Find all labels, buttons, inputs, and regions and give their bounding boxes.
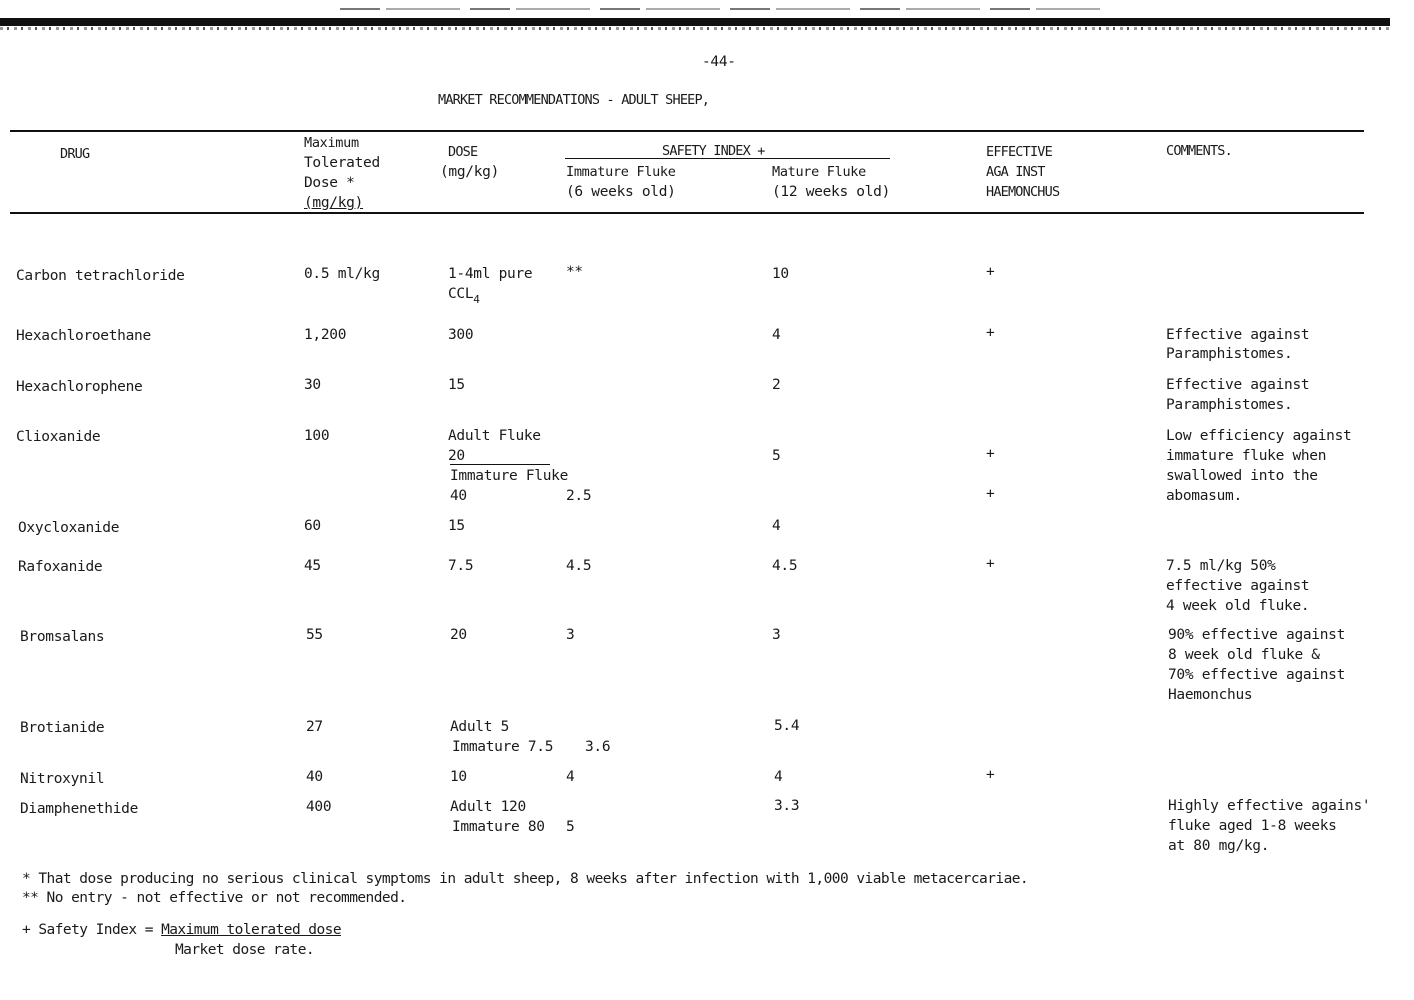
- immature-value: 5: [566, 819, 575, 835]
- dose-value: 40: [450, 488, 467, 504]
- comment-line: immature fluke when: [1166, 448, 1327, 464]
- header-dose: DOSE: [448, 144, 478, 160]
- mature-value: 4.5: [772, 558, 798, 574]
- comment-line: effective against: [1166, 578, 1310, 594]
- dose-value: 10: [450, 769, 467, 785]
- mature-value: 5: [772, 448, 781, 464]
- immature-value: 3: [566, 627, 575, 643]
- mtd-value: 60: [304, 518, 321, 534]
- mature-value: 3: [772, 627, 781, 643]
- header-comments: COMMENTS.: [1166, 143, 1232, 159]
- comment-line: Highly effective agains': [1168, 798, 1371, 814]
- haemonchus-value: +: [986, 264, 995, 280]
- header-immature: Immature Fluke: [566, 164, 676, 180]
- comment-line: 7.5 ml/kg 50%: [1166, 558, 1276, 574]
- dose-value: Adult 5: [450, 719, 510, 735]
- mtd-value: 27: [306, 719, 323, 735]
- drug-name: Diamphenethide: [20, 801, 139, 817]
- header-effective: AGA INST: [986, 164, 1045, 180]
- header-effective: EFFECTIVE: [986, 144, 1052, 160]
- drug-name: Oxycloxanide: [18, 520, 120, 536]
- header-safety-index: SAFETY INDEX +: [662, 143, 765, 159]
- dose-value: Adult 120: [450, 799, 526, 815]
- mtd-value: 30: [304, 377, 321, 393]
- dose-divider: [450, 464, 550, 465]
- dose-value: 1-4ml pure: [448, 266, 533, 282]
- dose-value: Immature 7.5: [452, 739, 554, 755]
- dose-value: 15: [448, 377, 465, 393]
- table-header-rule: [10, 212, 1364, 214]
- drug-name: Hexachloroethane: [16, 328, 151, 344]
- dose-value: 15: [448, 518, 465, 534]
- comment-line: Paramphistomes.: [1166, 346, 1293, 362]
- drug-name: Nitroxynil: [20, 771, 105, 787]
- dose-value: Immature Fluke: [450, 468, 569, 484]
- dose-value: 20: [448, 448, 465, 464]
- dose-value: 300: [448, 327, 474, 343]
- header-drug: DRUG: [60, 146, 90, 162]
- dose-value: Immature 80: [452, 819, 545, 835]
- comment-line: 70% effective against: [1168, 667, 1346, 683]
- page-title: MARKET RECOMMENDATIONS - ADULT SHEEP,: [438, 92, 710, 108]
- immature-value: **: [566, 264, 583, 280]
- scan-artifact: [340, 8, 1100, 10]
- drug-name: Carbon tetrachloride: [16, 268, 185, 284]
- mature-value: 2: [772, 377, 781, 393]
- mature-value: 10: [772, 266, 789, 282]
- header-mtd: Tolerated: [304, 155, 380, 171]
- mature-value: 4: [772, 518, 781, 534]
- dose-value: 20: [450, 627, 467, 643]
- comment-line: 4 week old fluke.: [1166, 598, 1310, 614]
- header-mature: Mature Fluke: [772, 164, 866, 180]
- footnote-denominator: Market dose rate.: [175, 942, 315, 958]
- comment-line: 90% effective against: [1168, 627, 1346, 643]
- header-mtd: Maximum: [304, 135, 359, 151]
- haemonchus-value: +: [986, 767, 995, 783]
- mtd-value: 0.5 ml/kg: [304, 266, 380, 282]
- mtd-value: 1,200: [304, 327, 347, 343]
- comment-line: Low efficiency against: [1166, 428, 1352, 444]
- footnote-double-star: ** No entry - not effective or not recommended.: [22, 890, 407, 906]
- mature-value: 5.4: [774, 718, 800, 734]
- comment-line: swallowed into the: [1166, 468, 1318, 484]
- dose-value: 7.5: [448, 558, 474, 574]
- header-mtd: Dose *: [304, 175, 355, 191]
- comment-line: Haemonchus: [1168, 687, 1253, 703]
- comment-line: Effective against: [1166, 327, 1310, 343]
- header-immature: (6 weeks old): [566, 184, 676, 200]
- scan-border-noise: [0, 27, 1390, 30]
- immature-value: 2.5: [566, 488, 592, 504]
- mature-value: 3.3: [774, 798, 800, 814]
- immature-value: 4: [566, 769, 575, 785]
- mature-value: 4: [772, 327, 781, 343]
- table-top-rule: [10, 130, 1364, 132]
- comment-line: 8 week old fluke &: [1168, 647, 1320, 663]
- immature-value: 3.6: [585, 739, 611, 755]
- drug-name: Rafoxanide: [18, 559, 103, 575]
- page-number: -44-: [702, 54, 736, 70]
- comment-line: at 80 mg/kg.: [1168, 838, 1270, 854]
- mtd-value: 40: [306, 769, 323, 785]
- comment-line: Paramphistomes.: [1166, 397, 1293, 413]
- header-effective: HAEMONCHUS: [986, 184, 1060, 200]
- mtd-value: 100: [304, 428, 330, 444]
- drug-name: Brotianide: [20, 720, 105, 736]
- dose-value: $CCL_4$: [448, 286, 480, 306]
- comment-line: abomasum.: [1166, 488, 1242, 504]
- header-mtd: (mg/kg): [304, 195, 364, 211]
- header-dose: (mg/kg): [440, 164, 500, 180]
- drug-name: Hexachlorophene: [16, 379, 143, 395]
- mature-value: 4: [774, 769, 783, 785]
- mtd-value: 55: [306, 627, 323, 643]
- mtd-value: 45: [304, 558, 321, 574]
- haemonchus-value: +: [986, 486, 995, 502]
- footnote-safety-index: + Safety Index = Maximum tolerated dose: [22, 922, 342, 938]
- haemonchus-value: +: [986, 556, 995, 572]
- comment-line: fluke aged 1-8 weeks: [1168, 818, 1337, 834]
- scan-border-top: [0, 18, 1390, 26]
- drug-name: Bromsalans: [20, 629, 105, 645]
- comment-line: Effective against: [1166, 377, 1310, 393]
- immature-value: 4.5: [566, 558, 592, 574]
- footnote-star: * That dose producing no serious clinical symptoms in adult sheep, 8 weeks after infection with 1,000 viable metacercariae.: [22, 871, 1029, 887]
- drug-name: Clioxanide: [16, 429, 101, 445]
- mtd-value: 400: [306, 799, 332, 815]
- header-mature: (12 weeks old): [772, 184, 891, 200]
- haemonchus-value: +: [986, 325, 995, 341]
- haemonchus-value: +: [986, 446, 995, 462]
- dose-value: Adult Fluke: [448, 428, 541, 444]
